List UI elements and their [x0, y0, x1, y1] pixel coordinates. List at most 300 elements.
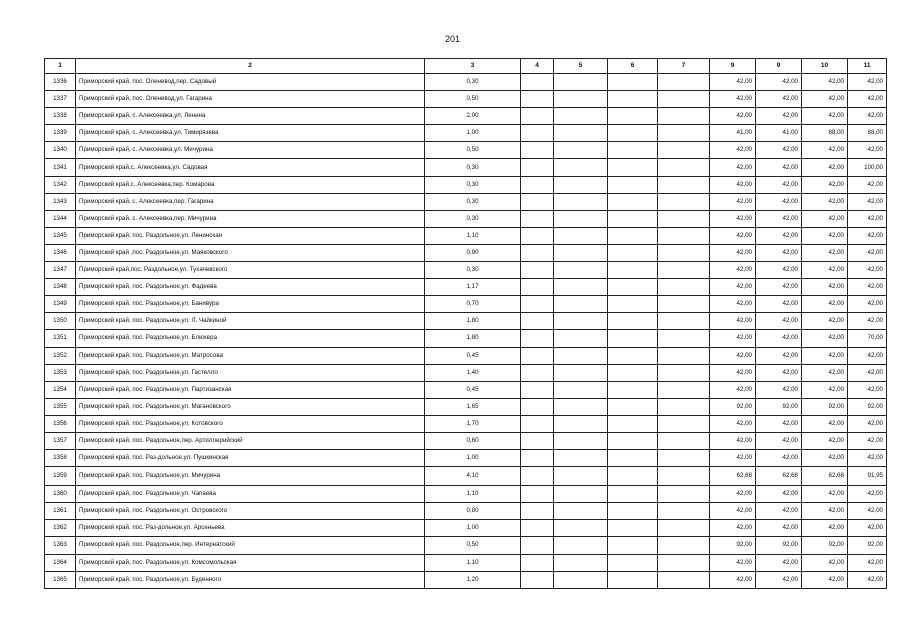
table-row [45, 330, 887, 347]
column-11-cell: 92,00 [848, 398, 887, 415]
length-cell: 0,30 [425, 74, 521, 91]
column-9b-cell: 42,00 [756, 364, 802, 381]
address-cell: Приморский край,с. Алексеевка,пер. Комарова [76, 176, 425, 193]
column-7-cell [658, 450, 710, 467]
column-7-cell [658, 159, 710, 176]
column-7-cell [658, 398, 710, 415]
column-6-cell [608, 571, 658, 588]
column-4-cell [521, 74, 554, 91]
column-4-cell [521, 296, 554, 313]
column-6-cell [608, 364, 658, 381]
column-6-cell [608, 467, 658, 486]
column-5-cell [554, 520, 608, 537]
column-4-cell [521, 142, 554, 159]
column-9a-cell: 42,00 [710, 142, 756, 159]
column-10-cell: 42,00 [802, 74, 848, 91]
column-6-cell [608, 330, 658, 347]
column-9a-cell: 42,00 [710, 227, 756, 244]
column-4-cell [521, 330, 554, 347]
table-row [45, 537, 887, 554]
column-9a-cell: 42,00 [710, 520, 756, 537]
road-registry-table [44, 58, 887, 589]
column-6-cell [608, 554, 658, 571]
column-9a-cell: 42,00 [710, 91, 756, 108]
table-row [45, 193, 887, 210]
column-11-cell: 42,00 [848, 381, 887, 398]
column-10-cell: 88,00 [802, 125, 848, 142]
column-11-cell: 42,00 [848, 503, 887, 520]
column-11-cell: 42,00 [848, 210, 887, 227]
column-5-cell [554, 142, 608, 159]
length-cell: 1,10 [425, 554, 521, 571]
column-7-cell [658, 279, 710, 296]
column-7-cell [658, 554, 710, 571]
address-cell: Приморский край, пос. Раздольное,ул. Чапаева [76, 486, 425, 503]
column-7-cell [658, 364, 710, 381]
table-row [45, 467, 887, 486]
table-row [45, 486, 887, 503]
column-4-cell [521, 398, 554, 415]
column-5-cell [554, 347, 608, 364]
column-9b-cell: 42,00 [756, 108, 802, 125]
column-9b-cell: 42,00 [756, 159, 802, 176]
column-7-cell [658, 432, 710, 449]
column-9b-cell: 42,00 [756, 244, 802, 261]
column-9a-cell: 42,00 [710, 415, 756, 432]
column-10-cell: 42,00 [802, 571, 848, 588]
column-6-cell [608, 415, 658, 432]
column-9a-cell: 42,00 [710, 159, 756, 176]
row-number-cell: 1359 [45, 467, 76, 486]
column-5-cell [554, 227, 608, 244]
column-4-cell [521, 313, 554, 330]
column-4-cell [521, 91, 554, 108]
column-6-cell [608, 486, 658, 503]
column-5-cell [554, 467, 608, 486]
table-row [45, 210, 887, 227]
length-cell: 1,80 [425, 313, 521, 330]
column-10-cell: 42,00 [802, 159, 848, 176]
column-4-cell [521, 486, 554, 503]
column-9b-cell: 42,00 [756, 296, 802, 313]
length-cell: 0,45 [425, 347, 521, 364]
address-cell: Приморский край, пос. Раздольное,ул. Буденного [76, 571, 425, 588]
column-4-cell [521, 176, 554, 193]
row-number-cell: 1347 [45, 262, 76, 279]
column-10-cell: 42,00 [802, 108, 848, 125]
column-9b-cell: 42,00 [756, 227, 802, 244]
length-cell: 1,65 [425, 398, 521, 415]
column-5-cell [554, 262, 608, 279]
column-9b-cell: 42,00 [756, 74, 802, 91]
length-cell: 0,70 [425, 296, 521, 313]
length-cell: 0,60 [425, 432, 521, 449]
column-9b-cell: 42,00 [756, 381, 802, 398]
column-6-cell [608, 262, 658, 279]
address-cell: Приморский край, пос. Раздольное,ул. Ленинская [76, 227, 425, 244]
column-9a-cell: 42,00 [710, 262, 756, 279]
column-7-cell [658, 296, 710, 313]
column-4-cell [521, 537, 554, 554]
column-11-cell: 42,00 [848, 347, 887, 364]
column-9a-cell: 42,00 [710, 313, 756, 330]
column-4-cell [521, 193, 554, 210]
row-number-cell: 1360 [45, 486, 76, 503]
column-11-cell: 42,00 [848, 193, 887, 210]
address-cell: Приморский край, пос. Раздольное,ул. Котовского [76, 415, 425, 432]
address-cell: Приморский край, с. Алексеевка,ул. Тимирязева [76, 125, 425, 142]
column-5-cell [554, 91, 608, 108]
column-10-cell: 42,00 [802, 193, 848, 210]
column-6-cell [608, 210, 658, 227]
column-9a-cell: 42,00 [710, 74, 756, 91]
row-number-cell: 1345 [45, 227, 76, 244]
column-9a-cell: 42,00 [710, 554, 756, 571]
column-5-cell [554, 193, 608, 210]
row-number-cell: 1336 [45, 74, 76, 91]
row-number-cell: 1338 [45, 108, 76, 125]
column-6-cell [608, 347, 658, 364]
column-11-cell: 42,00 [848, 176, 887, 193]
column-header: 11 [848, 59, 887, 74]
column-6-cell [608, 244, 658, 261]
column-9a-cell: 42,00 [710, 364, 756, 381]
length-cell: 0,50 [425, 142, 521, 159]
column-7-cell [658, 74, 710, 91]
length-cell: 0,30 [425, 262, 521, 279]
column-7-cell [658, 262, 710, 279]
column-9b-cell: 42,00 [756, 210, 802, 227]
column-9b-cell: 42,00 [756, 262, 802, 279]
column-10-cell: 42,00 [802, 520, 848, 537]
length-cell: 0,30 [425, 210, 521, 227]
length-cell: 1,70 [425, 415, 521, 432]
column-header: 1 [45, 59, 76, 74]
table-row [45, 125, 887, 142]
column-10-cell: 62,68 [802, 467, 848, 486]
address-cell: Приморский край, с. Алексеевка,ул. Мичурина [76, 142, 425, 159]
column-9b-cell: 42,00 [756, 176, 802, 193]
table-row [45, 313, 887, 330]
address-cell: Приморский край, пос. Раздольное,ул. Банивура [76, 296, 425, 313]
column-4-cell [521, 279, 554, 296]
column-6-cell [608, 520, 658, 537]
length-cell: 0,30 [425, 193, 521, 210]
column-10-cell: 42,00 [802, 296, 848, 313]
column-7-cell [658, 108, 710, 125]
column-10-cell: 42,00 [802, 313, 848, 330]
length-cell: 1,00 [425, 450, 521, 467]
address-cell: Приморский край, пос. Раздольное,ул. Островского [76, 503, 425, 520]
column-7-cell [658, 503, 710, 520]
column-6-cell [608, 432, 658, 449]
column-5-cell [554, 279, 608, 296]
column-10-cell: 92,00 [802, 537, 848, 554]
address-cell: Приморский край, пос. Раздольное,ул. Матросова [76, 347, 425, 364]
row-number-cell: 1354 [45, 381, 76, 398]
column-5-cell [554, 364, 608, 381]
column-10-cell: 42,00 [802, 347, 848, 364]
column-9b-cell: 42,00 [756, 432, 802, 449]
table-row [45, 554, 887, 571]
column-6-cell [608, 537, 658, 554]
length-cell: 0,50 [425, 91, 521, 108]
address-cell: Приморский край, пос. Раздольное,ул. Фадеева [76, 279, 425, 296]
column-7-cell [658, 347, 710, 364]
column-10-cell: 42,00 [802, 364, 848, 381]
table-row [45, 364, 887, 381]
table-row [45, 296, 887, 313]
address-cell: Приморский край, пос. Раз-дольное,ул. Арсеньева [76, 520, 425, 537]
column-5-cell [554, 330, 608, 347]
column-11-cell: 42,00 [848, 279, 887, 296]
column-7-cell [658, 537, 710, 554]
length-cell: 1,10 [425, 227, 521, 244]
table-row [45, 381, 887, 398]
column-7-cell [658, 330, 710, 347]
column-9a-cell: 42,00 [710, 347, 756, 364]
column-6-cell [608, 450, 658, 467]
address-cell: Приморский край, пос. Раздольное,ул. Л. Чайкиной [76, 313, 425, 330]
column-9a-cell: 42,00 [710, 381, 756, 398]
column-10-cell: 42,00 [802, 432, 848, 449]
length-cell: 1,00 [425, 520, 521, 537]
table-body [45, 74, 887, 589]
column-header: 10 [802, 59, 848, 74]
column-7-cell [658, 244, 710, 261]
length-cell: 1,20 [425, 571, 521, 588]
table-row [45, 142, 887, 159]
length-cell: 1,40 [425, 364, 521, 381]
column-9a-cell: 42,00 [710, 176, 756, 193]
row-number-cell: 1363 [45, 537, 76, 554]
column-9a-cell: 42,00 [710, 330, 756, 347]
address-cell: Приморский край, пос. Раздольное,пер. Интернатский [76, 537, 425, 554]
column-4-cell [521, 467, 554, 486]
column-9b-cell: 42,00 [756, 193, 802, 210]
column-9b-cell: 42,00 [756, 279, 802, 296]
length-cell: 2,00 [425, 108, 521, 125]
address-cell: Приморский край, пос. Раздольное,ул. Гастелло [76, 364, 425, 381]
column-9b-cell: 42,00 [756, 313, 802, 330]
column-5-cell [554, 108, 608, 125]
row-number-cell: 1346 [45, 244, 76, 261]
row-number-cell: 1357 [45, 432, 76, 449]
column-6-cell [608, 176, 658, 193]
column-9b-cell: 62,68 [756, 467, 802, 486]
column-7-cell [658, 520, 710, 537]
column-9b-cell: 92,00 [756, 537, 802, 554]
column-4-cell [521, 571, 554, 588]
column-5-cell [554, 554, 608, 571]
column-11-cell: 42,00 [848, 262, 887, 279]
column-5-cell [554, 244, 608, 261]
column-5-cell [554, 537, 608, 554]
row-number-cell: 1353 [45, 364, 76, 381]
column-5-cell [554, 432, 608, 449]
column-5-cell [554, 296, 608, 313]
column-11-cell: 42,00 [848, 142, 887, 159]
column-7-cell [658, 467, 710, 486]
length-cell: 4,10 [425, 467, 521, 486]
row-number-cell: 1339 [45, 125, 76, 142]
column-4-cell [521, 554, 554, 571]
length-cell: 1,00 [425, 125, 521, 142]
address-cell: Приморский край, пос. Оленевод,ул. Гагарина [76, 91, 425, 108]
column-9a-cell: 42,00 [710, 108, 756, 125]
table-row [45, 227, 887, 244]
column-5-cell [554, 450, 608, 467]
column-4-cell [521, 347, 554, 364]
table-row [45, 108, 887, 125]
address-cell: Приморский край, пос. Раздольное,ул. Комсомольская [76, 554, 425, 571]
column-11-cell: 100,00 [848, 159, 887, 176]
column-9b-cell: 42,00 [756, 450, 802, 467]
length-cell: 1,17 [425, 279, 521, 296]
column-4-cell [521, 503, 554, 520]
column-10-cell: 42,00 [802, 142, 848, 159]
column-10-cell: 42,00 [802, 279, 848, 296]
column-10-cell: 42,00 [802, 381, 848, 398]
address-cell: Приморский край, пос. Раздольное,ул. Магановского [76, 398, 425, 415]
column-10-cell: 92,00 [802, 398, 848, 415]
column-11-cell: 70,00 [848, 330, 887, 347]
column-9a-cell: 92,00 [710, 398, 756, 415]
address-cell: Приморский край, с. Алексеевка,ул. Ленина [76, 108, 425, 125]
column-6-cell [608, 313, 658, 330]
column-9a-cell: 41,00 [710, 125, 756, 142]
column-9a-cell: 42,00 [710, 571, 756, 588]
row-number-cell: 1349 [45, 296, 76, 313]
column-11-cell: 42,00 [848, 432, 887, 449]
column-4-cell [521, 381, 554, 398]
column-4-cell [521, 159, 554, 176]
row-number-cell: 1361 [45, 503, 76, 520]
column-header: 7 [658, 59, 710, 74]
column-header: 6 [608, 59, 658, 74]
column-9b-cell: 42,00 [756, 415, 802, 432]
column-5-cell [554, 176, 608, 193]
column-11-cell: 91,95 [848, 467, 887, 486]
table-row [45, 415, 887, 432]
column-4-cell [521, 432, 554, 449]
column-5-cell [554, 398, 608, 415]
column-6-cell [608, 142, 658, 159]
column-11-cell: 42,00 [848, 227, 887, 244]
row-number-cell: 1348 [45, 279, 76, 296]
column-7-cell [658, 381, 710, 398]
column-6-cell [608, 279, 658, 296]
column-9a-cell: 42,00 [710, 296, 756, 313]
column-5-cell [554, 503, 608, 520]
column-9b-cell: 42,00 [756, 347, 802, 364]
row-number-cell: 1343 [45, 193, 76, 210]
table-header-row [45, 59, 887, 74]
column-9b-cell: 42,00 [756, 486, 802, 503]
column-7-cell [658, 193, 710, 210]
table-row [45, 91, 887, 108]
column-4-cell [521, 415, 554, 432]
column-5-cell [554, 571, 608, 588]
address-cell: Приморский край, пос. Раздольное,ул. Партизанская [76, 381, 425, 398]
table-row [45, 450, 887, 467]
column-9b-cell: 42,00 [756, 330, 802, 347]
column-11-cell: 88,00 [848, 125, 887, 142]
column-header: 9 [756, 59, 802, 74]
address-cell: Приморский край, пос. Оленевод,пер. Садовый [76, 74, 425, 91]
row-number-cell: 1350 [45, 313, 76, 330]
page-number: 201 [444, 34, 461, 44]
row-number-cell: 1341 [45, 159, 76, 176]
column-10-cell: 42,00 [802, 176, 848, 193]
column-4-cell [521, 227, 554, 244]
column-10-cell: 42,00 [802, 91, 848, 108]
column-10-cell: 42,00 [802, 330, 848, 347]
column-7-cell [658, 176, 710, 193]
table-row [45, 503, 887, 520]
column-11-cell: 42,00 [848, 313, 887, 330]
column-5-cell [554, 74, 608, 91]
column-header: 5 [554, 59, 608, 74]
column-11-cell: 42,00 [848, 91, 887, 108]
column-10-cell: 42,00 [802, 415, 848, 432]
table-row [45, 520, 887, 537]
row-number-cell: 1365 [45, 571, 76, 588]
address-cell: Приморский край, пос. Раз-дольное,ул. Пушкинская [76, 450, 425, 467]
column-9b-cell: 41,00 [756, 125, 802, 142]
column-9b-cell: 42,00 [756, 91, 802, 108]
column-header: 4 [521, 59, 554, 74]
column-5-cell [554, 210, 608, 227]
column-9b-cell: 42,00 [756, 142, 802, 159]
length-cell: 0,30 [425, 159, 521, 176]
table-row [45, 432, 887, 449]
column-4-cell [521, 364, 554, 381]
column-9b-cell: 42,00 [756, 554, 802, 571]
column-9a-cell: 42,00 [710, 450, 756, 467]
column-4-cell [521, 244, 554, 261]
column-4-cell [521, 210, 554, 227]
row-number-cell: 1351 [45, 330, 76, 347]
column-4-cell [521, 125, 554, 142]
address-cell: Приморский край ,пос. Раздольное,ул. Маяковского [76, 244, 425, 261]
column-header: 2 [76, 59, 425, 74]
column-9a-cell: 62,68 [710, 467, 756, 486]
column-9b-cell: 42,00 [756, 503, 802, 520]
column-11-cell: 42,00 [848, 296, 887, 313]
row-number-cell: 1352 [45, 347, 76, 364]
column-11-cell: 42,00 [848, 571, 887, 588]
row-number-cell: 1356 [45, 415, 76, 432]
table-row [45, 398, 887, 415]
column-9a-cell: 42,00 [710, 210, 756, 227]
column-6-cell [608, 398, 658, 415]
column-7-cell [658, 210, 710, 227]
column-6-cell [608, 193, 658, 210]
column-10-cell: 42,00 [802, 450, 848, 467]
column-5-cell [554, 381, 608, 398]
address-cell: Приморский край, пос. Раздольное,ул. Блюхера [76, 330, 425, 347]
length-cell: 1,80 [425, 330, 521, 347]
column-6-cell [608, 74, 658, 91]
length-cell: 0,30 [425, 176, 521, 193]
column-6-cell [608, 159, 658, 176]
column-9a-cell: 92,00 [710, 537, 756, 554]
column-11-cell: 42,00 [848, 74, 887, 91]
column-9b-cell: 42,00 [756, 571, 802, 588]
address-cell: Приморский край,с. Алексеевка,ул. Садовая [76, 159, 425, 176]
column-7-cell [658, 571, 710, 588]
